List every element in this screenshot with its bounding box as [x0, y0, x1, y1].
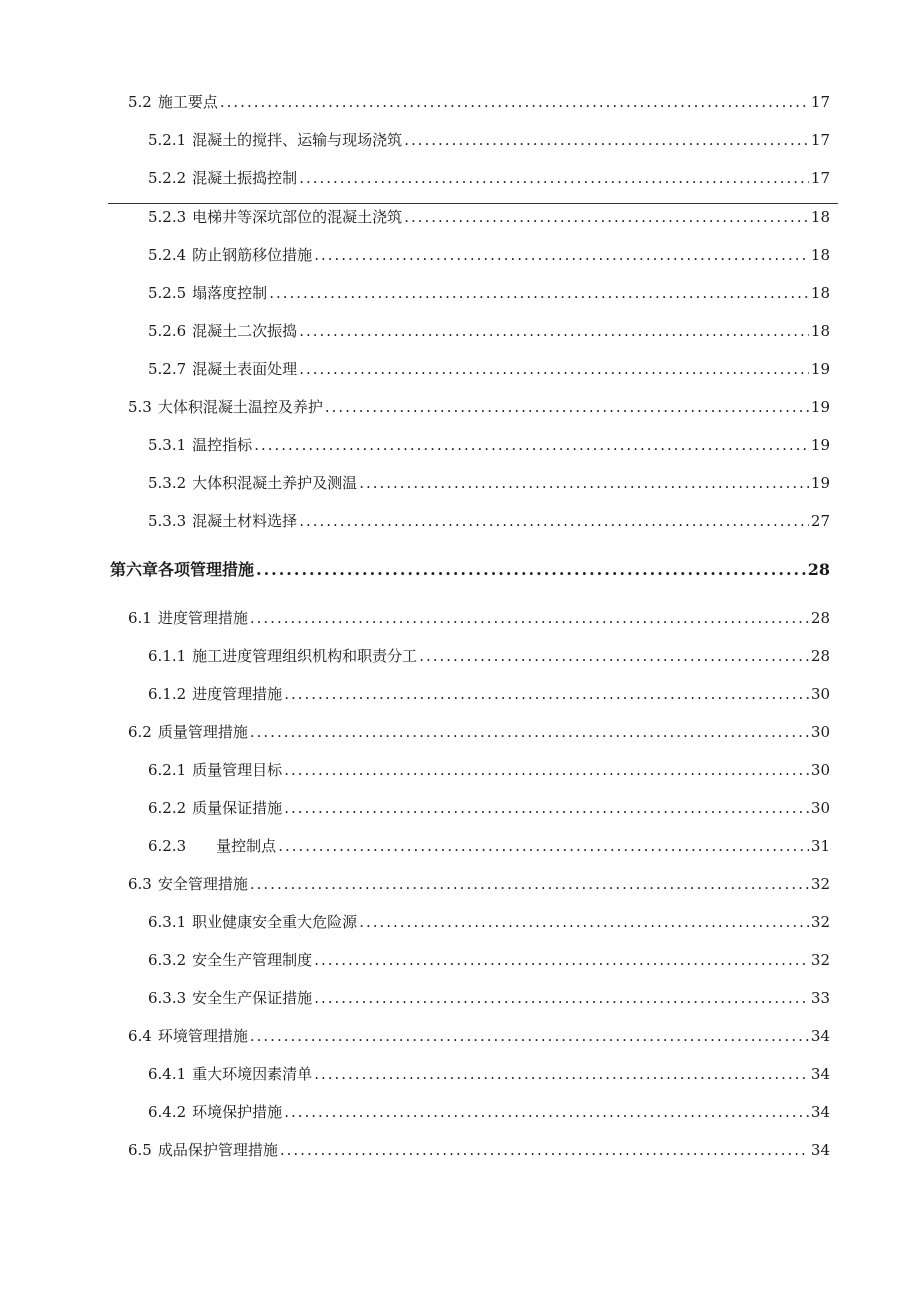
toc-entry-title: 量控制点	[216, 837, 277, 855]
toc-entry-title: 混凝土的搅拌、运输与现场浇筑	[192, 131, 403, 149]
toc-entry-number: 6.2	[128, 723, 152, 741]
dot-leader	[284, 798, 809, 818]
toc-entry-title: 环境管理措施	[157, 1027, 248, 1045]
toc-entry-title: 电梯井等深坑部位的混凝土浇筑	[192, 208, 403, 226]
toc-entry-page: 18	[810, 246, 830, 264]
toc-entry-number: 5.3.1	[148, 436, 187, 454]
toc-entry-page: 18	[810, 284, 830, 302]
dot-leader	[269, 283, 809, 303]
toc-entry-number: 5.2	[128, 93, 152, 111]
toc-entry-page: 30	[810, 723, 830, 741]
toc-entry[interactable]	[128, 1140, 830, 1160]
toc-entry-title: 混凝土二次振捣	[192, 322, 298, 340]
toc-entry[interactable]	[128, 397, 830, 417]
dot-leader	[284, 1102, 809, 1122]
toc-entry[interactable]	[128, 608, 830, 628]
toc-entry-number: 6.1.1	[148, 647, 187, 665]
toc-entry-number: 6.5	[128, 1141, 152, 1159]
dot-leader	[299, 511, 809, 531]
dot-leader	[284, 760, 809, 780]
dot-leader	[419, 646, 809, 666]
toc-entry-page: 30	[810, 799, 830, 817]
dot-leader	[284, 684, 809, 704]
toc-entry-page: 33	[810, 989, 830, 1007]
toc-entry-number: 5.2.5	[148, 284, 187, 302]
toc-entry[interactable]	[148, 435, 830, 455]
toc-entry-number: 6.3.2	[148, 951, 187, 969]
toc-entry-page: 19	[810, 436, 830, 454]
dot-leader	[250, 722, 809, 742]
toc-entry-number: 5.2.1	[148, 131, 187, 149]
toc-entry-title: 混凝土表面处理	[192, 360, 298, 378]
toc-entry-title: 质量保证措施	[192, 799, 283, 817]
toc-entry-page: 17	[810, 169, 830, 187]
toc-entry[interactable]	[148, 359, 830, 379]
toc-entry-title: 混凝土材料选择	[192, 512, 298, 530]
toc-entry[interactable]	[148, 1064, 830, 1084]
toc-entry-number: 6.2.3	[148, 837, 187, 855]
toc-entry-number: 5.2.6	[148, 322, 187, 340]
toc-entry-page: 32	[810, 913, 830, 931]
toc-entry-page: 34	[810, 1065, 830, 1083]
toc-entry[interactable]	[148, 130, 830, 150]
dot-leader	[359, 473, 809, 493]
toc-entry-page: 18	[810, 322, 830, 340]
dot-leader	[254, 435, 809, 455]
toc-entry[interactable]	[148, 207, 830, 227]
toc-entry-number: 6.4	[128, 1027, 152, 1045]
dot-leader	[220, 92, 809, 112]
toc-entry-number: 5.3.2	[148, 474, 187, 492]
toc-entry-page: 30	[810, 685, 830, 703]
dot-leader	[314, 950, 809, 970]
toc-chapter-entry[interactable]	[110, 560, 830, 580]
dot-leader	[280, 1140, 809, 1160]
toc-entry-page: 19	[810, 398, 830, 416]
dot-leader	[314, 245, 809, 265]
toc-entry-page: 18	[810, 208, 830, 226]
toc-entry-number: 5.2.4	[148, 246, 187, 264]
toc-entry[interactable]	[148, 950, 830, 970]
toc-entry-page: 32	[810, 951, 830, 969]
toc-entry-title: 职业健康安全重大危险源	[192, 913, 358, 931]
toc-entry[interactable]	[128, 1026, 830, 1046]
toc-entry-title: 质量管理措施	[157, 723, 248, 741]
dot-leader	[404, 130, 809, 150]
toc-entry[interactable]	[148, 684, 830, 704]
toc-entry-title: 施工进度管理组织机构和职责分工	[192, 647, 418, 665]
toc-entry-number: 6.4.1	[148, 1065, 187, 1083]
toc-entry[interactable]	[148, 283, 830, 303]
toc-entry[interactable]	[148, 836, 830, 856]
toc-entry-title: 混凝土振捣控制	[192, 169, 298, 187]
toc-entry-title: 安全生产管理制度	[192, 951, 313, 969]
toc-entry-title: 施工要点	[157, 93, 218, 111]
dot-leader	[359, 912, 809, 932]
toc-entry-number: 5.2.3	[148, 208, 187, 226]
dot-leader	[250, 874, 809, 894]
dot-leader	[314, 988, 809, 1008]
toc-entry-title: 塌落度控制	[192, 284, 268, 302]
toc-entry-title: 重大环境因素清单	[192, 1065, 313, 1083]
toc-entry-title: 质量管理目标	[192, 761, 283, 779]
toc-chapter-title: 第六章各项管理措施	[110, 560, 255, 579]
toc-entry[interactable]	[148, 798, 830, 818]
toc-entry-page: 34	[810, 1141, 830, 1159]
toc-entry-page: 30	[810, 761, 830, 779]
toc-entry-number: 6.4.2	[148, 1103, 187, 1121]
toc-entry-page: 17	[810, 131, 830, 149]
toc-entry-title: 进度管理措施	[157, 609, 248, 627]
toc-entry-title: 防止钢筋移位措施	[192, 246, 313, 264]
toc-entry-number: 5.2.2	[148, 169, 187, 187]
dot-leader	[299, 168, 809, 188]
toc-entry-page: 28	[810, 609, 830, 627]
toc-entry-title: 进度管理措施	[192, 685, 283, 703]
toc-entry[interactable]	[148, 321, 830, 341]
dot-leader	[256, 560, 806, 580]
toc-entry[interactable]	[148, 245, 830, 265]
toc-entry-page: 27	[810, 512, 830, 530]
toc-entry-number: 6.3.3	[148, 989, 187, 1007]
toc-entry-number: 5.3.3	[148, 512, 187, 530]
toc-entry-number: 6.1.2	[148, 685, 187, 703]
dot-leader	[299, 359, 809, 379]
toc-entry-number: 6.1	[128, 609, 152, 627]
toc-entry-page: 31	[810, 837, 830, 855]
toc-entry-title: 大体积混凝土温控及养护	[157, 398, 323, 416]
toc-entry[interactable]	[148, 760, 830, 780]
toc-entry-page: 17	[810, 93, 830, 111]
toc-entry[interactable]	[148, 646, 830, 666]
toc-entry-title: 安全管理措施	[157, 875, 248, 893]
toc-entry[interactable]	[128, 92, 830, 112]
toc-entry[interactable]	[148, 988, 830, 1008]
toc-entry-page: 34	[810, 1027, 830, 1045]
toc-entry-number: 6.3	[128, 875, 152, 893]
header-rule	[108, 203, 838, 204]
dot-leader	[250, 608, 809, 628]
dot-leader	[278, 836, 809, 856]
toc-entry-page: 28	[810, 647, 830, 665]
toc-entry[interactable]	[148, 912, 830, 932]
toc-entry-page: 19	[810, 474, 830, 492]
toc-entry[interactable]	[148, 511, 830, 531]
toc-entry-page: 28	[807, 560, 830, 579]
toc-entry[interactable]	[148, 1102, 830, 1122]
toc-entry-title: 温控指标	[192, 436, 253, 454]
toc-entry[interactable]	[128, 722, 830, 742]
toc-entry[interactable]	[148, 168, 830, 188]
dot-leader	[325, 397, 809, 417]
toc-entry-page: 34	[810, 1103, 830, 1121]
toc-entry-title: 环境保护措施	[192, 1103, 283, 1121]
toc-entry-number: 5.3	[128, 398, 152, 416]
dot-leader	[250, 1026, 809, 1046]
toc-entry-page: 19	[810, 360, 830, 378]
toc-entry-number: 6.3.1	[148, 913, 187, 931]
toc-entry-title: 安全生产保证措施	[192, 989, 313, 1007]
toc-entry-page: 32	[810, 875, 830, 893]
dot-leader	[404, 207, 809, 227]
toc-entry-number: 6.2.2	[148, 799, 187, 817]
toc-entry-number: 5.2.7	[148, 360, 187, 378]
toc-entry-title: 大体积混凝土养护及测温	[192, 474, 358, 492]
dot-leader	[299, 321, 809, 341]
toc-entry-title: 成品保护管理措施	[157, 1141, 278, 1159]
toc-entry[interactable]	[128, 874, 830, 894]
dot-leader	[314, 1064, 809, 1084]
toc-entry-number: 6.2.1	[148, 761, 187, 779]
toc-entry[interactable]	[148, 473, 830, 493]
